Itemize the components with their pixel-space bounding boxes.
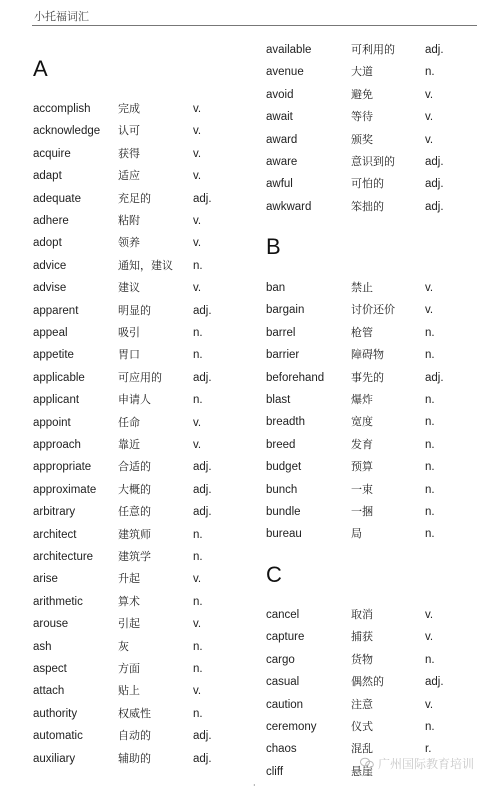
entry-translation: 笨拙的 xyxy=(351,199,384,213)
entry-part-of-speech: r. xyxy=(425,743,432,756)
entry-word: accomplish xyxy=(33,103,91,115)
entry-part-of-speech: v. xyxy=(193,282,202,295)
entry-translation: 取消 xyxy=(351,608,373,621)
entry-word: adapt xyxy=(33,170,62,183)
entry-translation: 完成 xyxy=(118,102,140,115)
entry-translation: 领养 xyxy=(118,236,140,250)
entry-word: appeal xyxy=(33,327,68,339)
entry-part-of-speech: v. xyxy=(193,573,202,586)
entry-translation: 认可 xyxy=(118,124,140,138)
entry-word: authority xyxy=(33,707,78,720)
entry-translation: 枪管 xyxy=(351,325,373,339)
entry-word: aware xyxy=(266,156,298,168)
entry-translation: 讨价还价 xyxy=(351,303,395,317)
entry-translation: 升起 xyxy=(118,572,140,586)
entry-part-of-speech: adj. xyxy=(425,44,444,56)
entry-translation: 建筑学 xyxy=(118,550,151,563)
entry-translation: 靠近 xyxy=(118,438,140,451)
entry-word: barrier xyxy=(266,349,300,362)
entry-translation: 灰 xyxy=(118,639,129,653)
entry-word: arise xyxy=(33,573,58,586)
entry-word: blast xyxy=(266,394,291,406)
entry-part-of-speech: n. xyxy=(193,640,203,653)
entry-translation: 大概的 xyxy=(118,482,151,496)
entry-part-of-speech: n. xyxy=(425,349,435,362)
entry-word: acknowledge xyxy=(33,125,101,138)
entry-part-of-speech: v. xyxy=(193,416,202,429)
page-header-title: 小托福词汇 xyxy=(34,10,89,23)
entry-word: appetite xyxy=(33,349,74,362)
section-letter-heading: B xyxy=(266,234,281,259)
entry-translation: 算术 xyxy=(118,594,140,608)
entry-translation: 爆炸 xyxy=(351,393,373,406)
entry-word: await xyxy=(266,111,293,124)
entry-part-of-speech: adj. xyxy=(193,752,212,765)
entry-translation: 方面 xyxy=(118,662,140,675)
entry-word: chaos xyxy=(266,743,297,756)
header-divider xyxy=(32,25,477,26)
entry-translation: 获得 xyxy=(118,146,140,160)
entry-part-of-speech: n. xyxy=(193,595,203,608)
entry-translation: 货物 xyxy=(351,652,373,666)
entry-part-of-speech: adj. xyxy=(193,461,212,474)
entry-translation: 仪式 xyxy=(351,720,373,733)
entry-word: breed xyxy=(266,438,296,451)
entry-word: avoid xyxy=(266,88,294,101)
entry-word: ban xyxy=(266,282,286,294)
entry-word: approximate xyxy=(33,483,97,496)
entry-part-of-speech: n. xyxy=(425,721,435,733)
entry-word: architecture xyxy=(33,551,94,563)
entry-part-of-speech: n. xyxy=(425,528,435,541)
entry-translation: 发育 xyxy=(351,437,373,451)
entry-translation: 混乱 xyxy=(351,742,373,756)
entry-translation: 可利用的 xyxy=(351,43,395,56)
entry-part-of-speech: v. xyxy=(193,685,202,698)
entry-part-of-speech: adj. xyxy=(193,371,212,384)
entry-part-of-speech: n. xyxy=(425,66,435,79)
entry-translation: 建议 xyxy=(118,281,140,295)
entry-part-of-speech: n. xyxy=(193,528,203,541)
entry-translation: 申请人 xyxy=(118,393,151,407)
entry-part-of-speech: adj. xyxy=(425,200,444,213)
entry-word: applicant xyxy=(33,394,80,407)
entry-word: adequate xyxy=(33,192,81,205)
entry-part-of-speech: adj. xyxy=(425,178,444,191)
entry-part-of-speech: v. xyxy=(193,170,202,183)
entry-part-of-speech: n. xyxy=(425,394,435,406)
entry-translation: 偶然的 xyxy=(351,675,384,689)
entry-word: advice xyxy=(33,259,67,272)
entry-translation: 禁止 xyxy=(351,281,373,294)
entry-translation: 事先的 xyxy=(351,370,384,384)
entry-word: ceremony xyxy=(266,721,317,733)
entry-translation: 充足的 xyxy=(118,191,151,205)
entry-translation: 预算 xyxy=(351,460,373,474)
section-letter-heading: C xyxy=(266,562,282,587)
entry-translation: 引起 xyxy=(118,617,140,631)
entry-part-of-speech: v. xyxy=(425,88,434,101)
entry-word: architect xyxy=(33,528,77,541)
entry-translation: 局 xyxy=(351,527,362,541)
entry-word: auxiliary xyxy=(33,752,76,765)
entry-word: budget xyxy=(266,461,302,474)
entry-word: avenue xyxy=(266,66,304,79)
entry-translation: 大道 xyxy=(351,65,373,79)
entry-word: acquire xyxy=(33,147,71,160)
entry-translation: 避免 xyxy=(351,87,373,101)
entry-translation: 合适的 xyxy=(118,460,151,474)
entry-part-of-speech: n. xyxy=(425,506,435,518)
entry-part-of-speech: v. xyxy=(425,304,434,317)
entry-part-of-speech: n. xyxy=(193,327,203,339)
entry-translation: 可应用的 xyxy=(118,370,162,384)
entry-translation: 任意的 xyxy=(118,505,151,519)
entry-word: advise xyxy=(33,282,67,295)
entry-part-of-speech: v. xyxy=(425,111,434,124)
entry-word: bargain xyxy=(266,304,305,317)
entry-translation: 粘附 xyxy=(118,214,140,227)
entry-translation: 颁奖 xyxy=(351,132,373,146)
entry-translation: 适应 xyxy=(118,169,140,183)
entry-part-of-speech: n. xyxy=(425,416,435,429)
entry-part-of-speech: v. xyxy=(193,147,202,160)
entry-word: bureau xyxy=(266,528,302,541)
entry-translation: 障碍物 xyxy=(351,348,384,362)
entry-part-of-speech: v. xyxy=(193,103,202,115)
entry-part-of-speech: n. xyxy=(193,259,203,272)
entry-part-of-speech: n. xyxy=(425,483,435,496)
entry-part-of-speech: v. xyxy=(193,618,202,631)
entry-word: beforehand xyxy=(266,371,325,384)
entry-part-of-speech: n. xyxy=(193,663,203,675)
entry-translation: 可怕的 xyxy=(351,177,384,191)
entry-word: arouse xyxy=(33,618,69,631)
wechat-icon xyxy=(360,757,374,769)
entry-translation: 权威性 xyxy=(118,706,151,720)
entry-word: attach xyxy=(33,685,65,698)
entry-part-of-speech: v. xyxy=(193,125,202,138)
entry-part-of-speech: adj. xyxy=(193,730,212,743)
entry-translation: 任命 xyxy=(118,415,140,429)
entry-part-of-speech: adj. xyxy=(425,676,444,689)
entry-translation: 贴上 xyxy=(118,684,140,698)
entry-word: approach xyxy=(33,439,81,451)
entry-word: capture xyxy=(266,631,305,644)
entry-translation: 建筑师 xyxy=(118,527,151,541)
entry-part-of-speech: n. xyxy=(425,461,435,474)
entry-translation: 注意 xyxy=(351,697,373,711)
entry-word: caution xyxy=(266,698,304,711)
entry-word: available xyxy=(266,44,312,56)
entry-translation: 意识到的 xyxy=(351,155,395,168)
entry-part-of-speech: n. xyxy=(193,349,203,362)
entry-word: applicable xyxy=(33,371,85,384)
entry-word: casual xyxy=(266,676,300,689)
entry-word: automatic xyxy=(33,730,83,743)
entry-translation: 捕获 xyxy=(351,630,373,644)
entry-translation: 辅助的 xyxy=(118,751,151,765)
entry-part-of-speech: v. xyxy=(425,609,434,621)
entry-word: aspect xyxy=(33,663,67,675)
section-letter-heading: A xyxy=(33,56,48,81)
entry-word: award xyxy=(266,133,298,146)
entry-part-of-speech: n. xyxy=(425,326,435,339)
entry-part-of-speech: v. xyxy=(425,282,434,294)
entry-word: cliff xyxy=(266,765,284,778)
entry-part-of-speech: adj. xyxy=(425,156,444,168)
entry-word: arithmetic xyxy=(33,595,83,608)
entry-part-of-speech: n. xyxy=(425,653,435,666)
entry-word: adopt xyxy=(33,237,62,250)
entry-word: cargo xyxy=(266,653,295,666)
entry-word: appoint xyxy=(33,416,71,429)
watermark-text: 广州国际教育培训 xyxy=(378,756,475,771)
entry-word: appropriate xyxy=(33,461,92,474)
entry-part-of-speech: adj. xyxy=(425,371,444,384)
entry-translation: 一束 xyxy=(351,482,373,496)
entry-part-of-speech: adj. xyxy=(193,506,212,519)
entry-word: bundle xyxy=(266,506,301,518)
entry-word: ash xyxy=(33,640,52,653)
entry-translation: 自动的 xyxy=(118,729,151,743)
entry-part-of-speech: v. xyxy=(425,631,434,644)
entry-word: barrel xyxy=(266,326,296,339)
entry-word: breadth xyxy=(266,416,306,429)
entry-part-of-speech: v. xyxy=(193,237,202,250)
entry-translation: 宽度 xyxy=(351,415,373,429)
entry-translation: 胃口 xyxy=(118,348,140,362)
entry-word: cancel xyxy=(266,609,300,621)
entry-part-of-speech: n. xyxy=(425,438,435,451)
entry-part-of-speech: n. xyxy=(193,551,203,563)
entry-part-of-speech: adj. xyxy=(193,192,212,205)
entry-part-of-speech: v. xyxy=(193,439,202,451)
entry-word: arbitrary xyxy=(33,506,76,519)
entry-word: adhere xyxy=(33,215,69,227)
entry-word: apparent xyxy=(33,304,79,317)
entry-part-of-speech: n. xyxy=(193,394,203,407)
watermark xyxy=(360,752,492,774)
entry-translation: 明显的 xyxy=(118,303,151,317)
entry-part-of-speech: adj. xyxy=(193,304,212,317)
entry-translation: 悬崖 xyxy=(351,764,373,778)
entry-part-of-speech: v. xyxy=(425,698,434,711)
entry-word: bunch xyxy=(266,483,298,496)
entry-part-of-speech: v. xyxy=(193,215,202,227)
entry-word: awkward xyxy=(266,200,312,213)
page-marker: · xyxy=(253,781,256,790)
entry-part-of-speech: v. xyxy=(425,133,434,146)
entry-part-of-speech: adj. xyxy=(193,483,212,496)
entry-translation: 等待 xyxy=(351,110,373,124)
entry-translation: 一捆 xyxy=(351,505,373,518)
entry-translation: 通知，建议 xyxy=(118,258,173,272)
entry-translation: 吸引 xyxy=(118,326,140,339)
entry-word: awful xyxy=(266,178,293,191)
entry-part-of-speech: n. xyxy=(193,707,203,720)
